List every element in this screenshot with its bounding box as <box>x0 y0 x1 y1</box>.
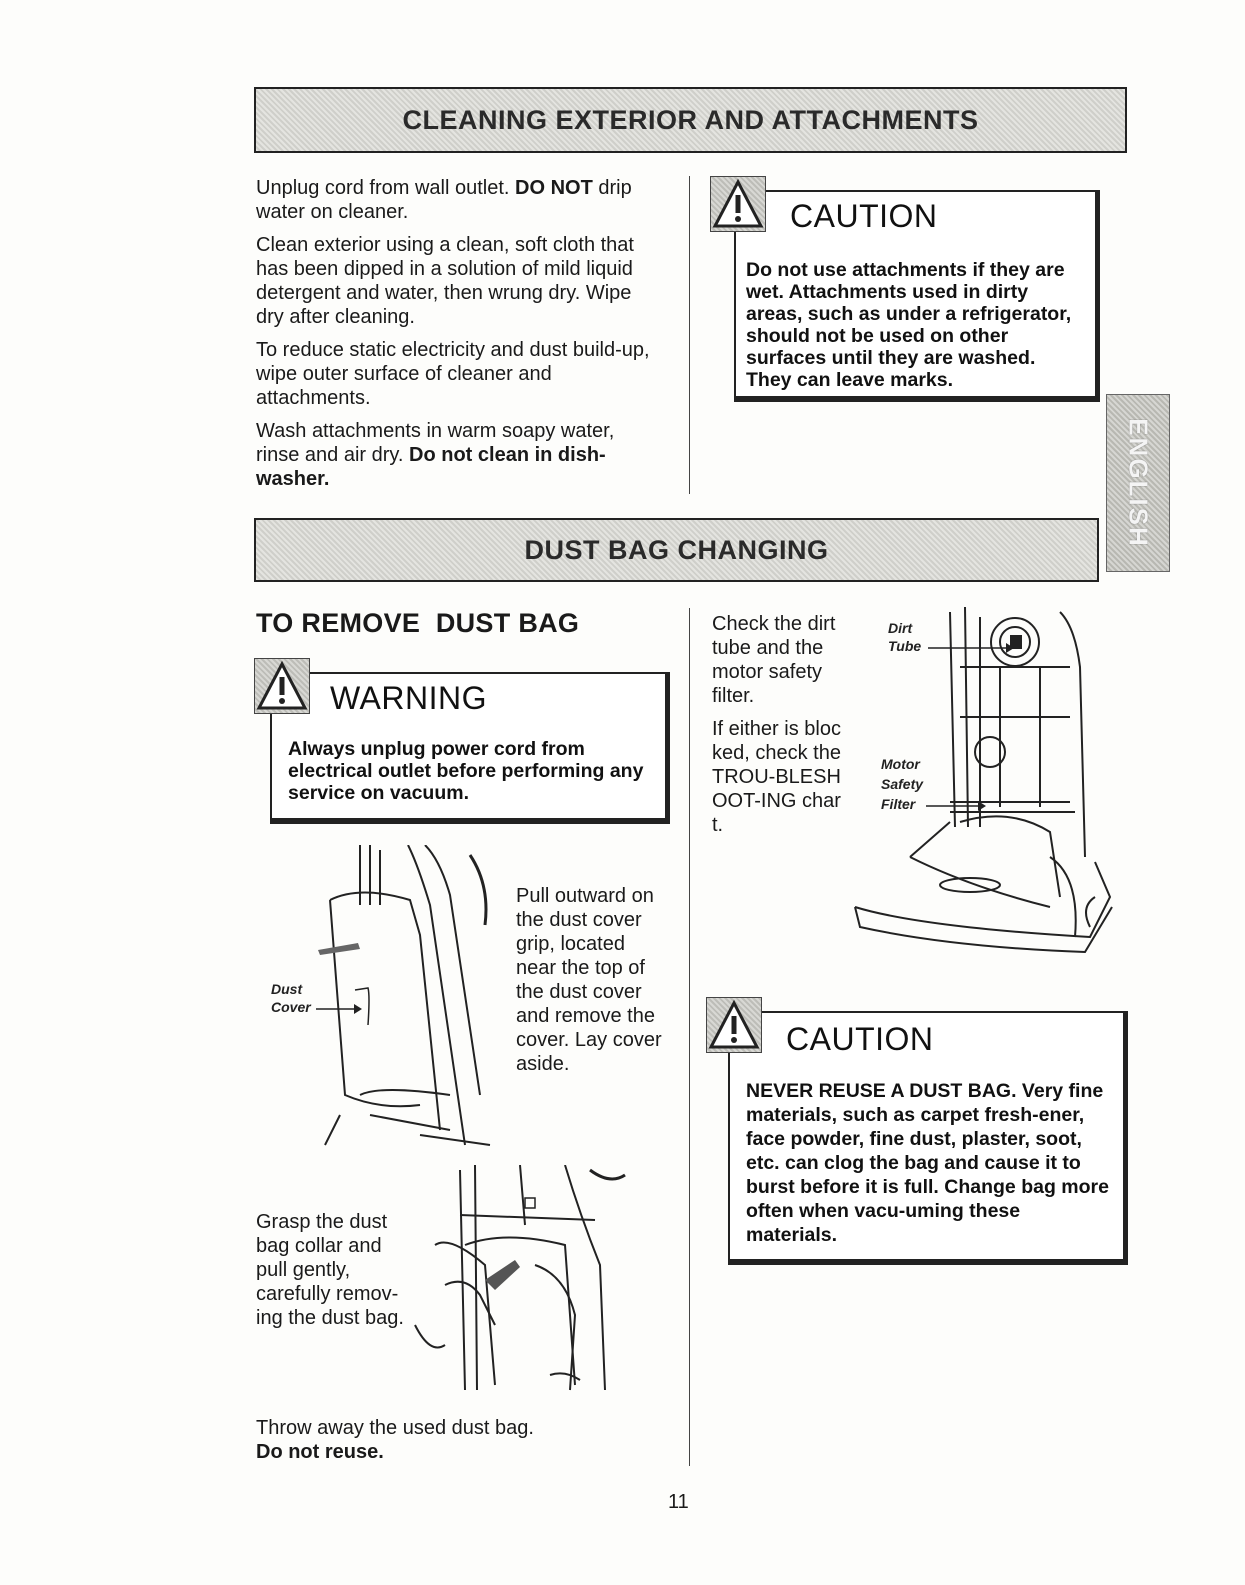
caution-box-2 <box>706 997 1128 1265</box>
banner-dustbag <box>254 518 1099 582</box>
tube-pointer-arrow <box>928 642 1014 654</box>
do-not-reuse-line: Do not reuse. <box>256 1441 384 1463</box>
warning-title: WARNING <box>330 680 487 716</box>
banner-cleaning <box>254 87 1127 153</box>
warning-badge <box>254 658 310 714</box>
warning-triangle-icon <box>707 998 761 1052</box>
cleaning-text <box>256 176 656 500</box>
throw-away-text <box>256 1416 676 1464</box>
caution-body-2: NEVER REUSE A DUST BAG. Very fine materials, such as carpet fresh-ener, face powder, fine dust, plaster, soot, etc. can clog the bag and cause it to burst before it is full. Change bag more often when vacu-uming these materials. <box>746 1080 1109 1246</box>
label-cover: Cover <box>271 999 311 1015</box>
label-dirt: Dirt <box>888 620 913 636</box>
column-divider-top <box>689 176 690 494</box>
caution-title-2: CAUTION <box>786 1021 934 1057</box>
caution-badge-1 <box>710 176 766 232</box>
label-filter: Filter <box>881 796 916 812</box>
warning-triangle-icon <box>711 177 765 231</box>
caution-box-1 <box>710 176 1100 402</box>
warning-body: Always unplug power cord from electrical outlet before performing any service on vacuum. <box>288 738 644 804</box>
cover-pointer-arrow <box>316 1003 362 1015</box>
cleaning-para-1: Unplug cord from wall outlet. DO NOT drip water on cleaner. <box>256 177 632 223</box>
check-text <box>712 612 842 846</box>
check-para-1: Check the dirt tube and the motor safety filter. <box>712 613 836 707</box>
label-safety: Safety <box>881 776 924 792</box>
banner-dustbag-title: DUST BAG CHANGING <box>524 534 829 565</box>
caution-badge-2 <box>706 997 762 1053</box>
banner-cleaning-title: CLEANING EXTERIOR AND ATTACHMENTS <box>402 104 979 135</box>
cleaning-para-2: Clean exterior using a clean, soft cloth that has been dipped in a solution of mild liquid detergent and water, then wrung dry. Wipe dry after cleaning. <box>256 234 634 328</box>
cleaning-para-4: Wash attachments in warm soapy water, rinse and air dry. Do not clean in dish-washer. <box>256 420 615 490</box>
dust-cover-illustration <box>300 845 510 1150</box>
remove-dust-bag-heading: TO REMOVE DUST BAG <box>256 608 580 638</box>
label-motor: Motor <box>881 756 920 772</box>
check-para-2: If either is blocked, check the TROU-BLESHOOT-ING chart. <box>712 718 841 836</box>
dust-bag-removal-illustration <box>405 1165 635 1395</box>
caution-title-1: CAUTION <box>790 198 938 234</box>
filter-pointer-arrow <box>926 800 986 812</box>
language-tab <box>1106 394 1170 572</box>
step-pull-cover: Pull outward on the dust cover grip, located near the top of the dust cover and remove the cover. Lay cover aside. <box>516 885 662 1075</box>
page-number: 11 <box>668 1491 689 1513</box>
label-tube: Tube <box>888 638 922 654</box>
throw-away-line: Throw away the used dust bag. <box>256 1417 534 1439</box>
label-dust: Dust <box>271 981 303 997</box>
warning-box <box>254 658 670 824</box>
caution-body-1: Do not use attachments if they are wet. Attachments used in dirty areas, such as under a refrigerator, should not be used on other surfaces until they are washed. They can leave marks. <box>746 259 1072 391</box>
warning-triangle-icon <box>255 659 309 713</box>
language-tab-label: ENGLISH <box>1123 418 1154 548</box>
cleaning-para-3: To reduce static electricity and dust build-up, wipe outer surface of cleaner and attachments. <box>256 339 650 409</box>
step-grasp-bag: Grasp the dust bag collar and pull gently, carefully remov-ing the dust bag. <box>256 1211 404 1329</box>
column-divider-bottom <box>689 608 690 1466</box>
